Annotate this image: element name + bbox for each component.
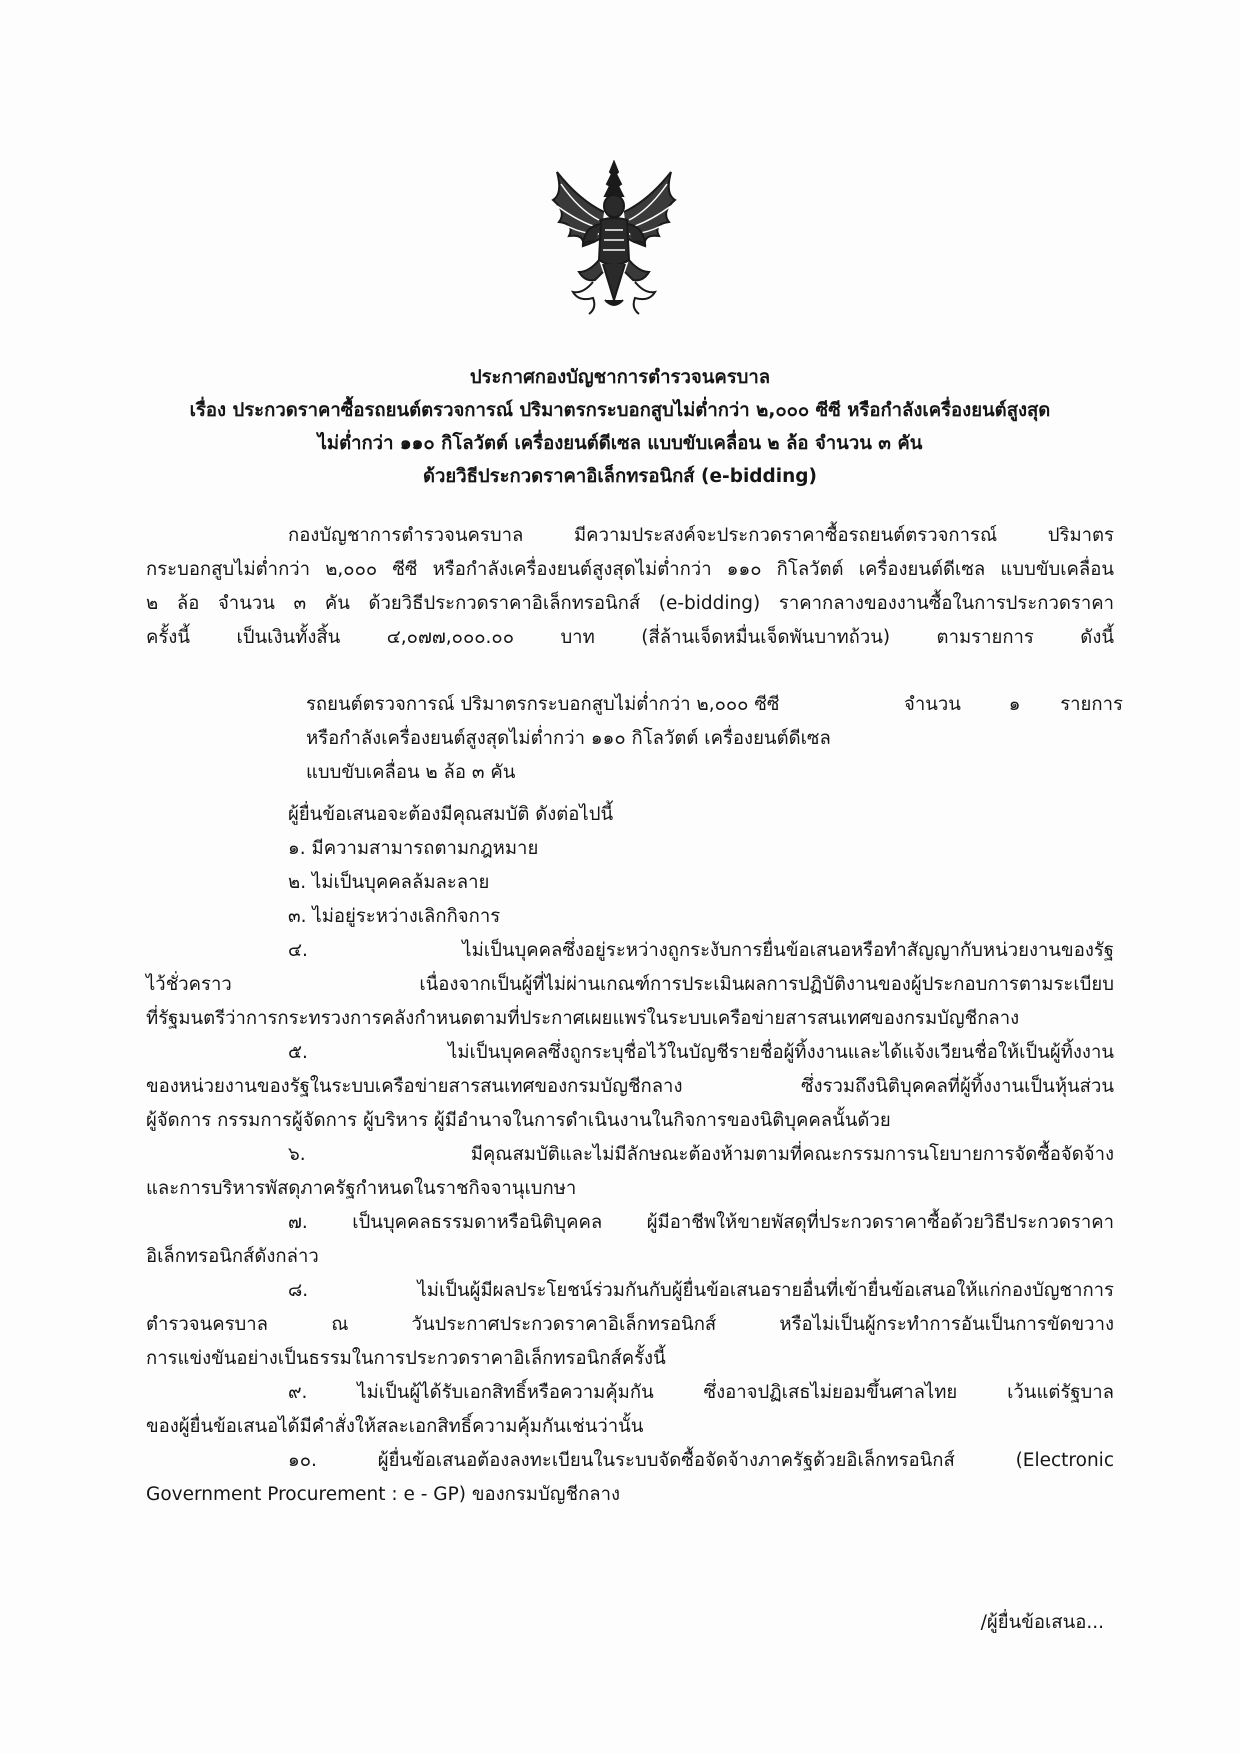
qualification-line: ผู้จัดการ กรรมการผู้จัดการ ผู้บริหาร ผู้มีอำนาจในการดำเนินงานในกิจการของนิติบุคคลนั้นด้วย [146, 1110, 891, 1131]
qualification-line: และการบริหารพัสดุภาครัฐกำหนดในราชกิจจานุเบกษา [146, 1178, 577, 1199]
qualification-item: ๑๐. ผู้ยื่นข้อเสนอต้องลงทะเบียนในระบบจัดซื้อจัดจ้างภาครัฐด้วยอิเล็กทรอนิกส์ (Electronic [288, 1450, 1114, 1471]
continuation-marker: /ผู้ยื่นข้อเสนอ... [980, 1612, 1104, 1633]
paragraph-line: กระบอกสูบไม่ต่ำกว่า ๒,๐๐๐ ซีซี หรือกำลังเครื่องยนต์สูงสุดไม่ต่ำกว่า ๑๑๐ กิโลวัตต์ เครื่องยนต์ดีเซล แบบขับเคลื่อน [146, 559, 1114, 580]
title-line: ด้วยวิธีประกวดราคาอิเล็กทรอนิกส์ (e-bidding) [423, 466, 817, 487]
intro-paragraph [146, 519, 1114, 655]
title-line: ไม่ต่ำกว่า ๑๑๐ กิโลวัตต์ เครื่องยนต์ดีเซล แบบขับเคลื่อน ๒ ล้อ จำนวน ๓ คัน [317, 433, 923, 454]
qualification-item: ๕. ไม่เป็นบุคคลซึ่งถูกระบุชื่อไว้ในบัญชีรายชื่อผู้ทิ้งงานและได้แจ้งเวียนชื่อให้เป็นผู้ทิ้งงาน [288, 1042, 1114, 1063]
qualification-item: ๙. ไม่เป็นผู้ได้รับเอกสิทธิ์หรือความคุ้มกัน ซึ่งอาจปฏิเสธไม่ยอมขึ้นศาลไทย เว้นแต่รัฐบาล [288, 1382, 1114, 1403]
qualifications-heading: ผู้ยื่นข้อเสนอจะต้องมีคุณสมบัติ ดังต่อไปนี้ [288, 804, 614, 825]
title-line: ประกาศกองบัญชาการตำรวจนครบาล [469, 367, 771, 388]
qualification-line: ของผู้ยื่นข้อเสนอได้มีคำสั่งให้สละเอกสิทธิ์ความคุ้มกันเช่นว่านั้น [146, 1416, 644, 1437]
qualification-line: ไว้ชั่วคราว เนื่องจากเป็นผู้ที่ไม่ผ่านเกณฑ์การประเมินผลการปฏิบัติงานของผู้ประกอบการตามระเบียบ [146, 974, 1114, 995]
qualification-item: ๔. ไม่เป็นบุคคลซึ่งอยู่ระหว่างถูกระงับการยื่นข้อเสนอหรือทำสัญญากับหน่วยงานของรัฐ [288, 940, 1114, 961]
quantity-unit: รายการ [1060, 694, 1123, 715]
qualification-line: ตำรวจนครบาล ณ วันประกาศประกวดราคาอิเล็กทรอนิกส์ หรือไม่เป็นผู้กระทำการอันเป็นการขัดขวาง [146, 1314, 1114, 1335]
garuda-emblem-icon [549, 160, 679, 316]
qualification-item: ๗. เป็นบุคคลธรรมดาหรือนิติบุคคล ผู้มีอาชีพให้ขายพัสดุที่ประกวดราคาซื้อด้วยวิธีประกวดราคา [288, 1212, 1114, 1233]
qualification-line: อิเล็กทรอนิกส์ดังกล่าว [146, 1246, 319, 1267]
item-line: แบบขับเคลื่อน ๒ ล้อ ๓ คัน [306, 762, 516, 783]
quantity-value: ๑ [1008, 694, 1021, 715]
item-description [306, 688, 831, 790]
qualification-item: ๒. ไม่เป็นบุคคลล้มละลาย [288, 872, 490, 893]
qualifications-section [146, 798, 1114, 1512]
qualification-item: ๘. ไม่เป็นผู้มีผลประโยชน์ร่วมกันกับผู้ยื่นข้อเสนอรายอื่นที่เข้ายื่นข้อเสนอให้แก่กองบัญชาการ [288, 1280, 1114, 1301]
paragraph-line: ครั้งนี้ เป็นเงินทั้งสิ้น ๔,๐๗๗,๐๐๐.๐๐ บาท (สี่ล้านเจ็ดหมื่นเจ็ดพันบาทถ้วน) ตามรายการ ดังนี้ [146, 627, 1114, 648]
quantity-label: จำนวน [904, 694, 961, 715]
qualification-item: ๖. มีคุณสมบัติและไม่มีลักษณะต้องห้ามตามที่คณะกรรมการนโยบายการจัดซื้อจัดจ้าง [288, 1144, 1114, 1165]
item-quantity [904, 688, 1123, 722]
paragraph-line: ๒ ล้อ จำนวน ๓ คัน ด้วยวิธีประกวดราคาอิเล็กทรอนิกส์ (e-bidding) ราคากลางของงานซื้อในการประกวดราคา [146, 593, 1114, 614]
item-line: รถยนต์ตรวจการณ์ ปริมาตรกระบอกสูบไม่ต่ำกว่า ๒,๐๐๐ ซีซี [306, 694, 780, 715]
qualification-item: ๓. ไม่อยู่ระหว่างเลิกกิจการ [288, 906, 501, 927]
qualification-line: การแข่งขันอย่างเป็นธรรมในการประกวดราคาอิเล็กทรอนิกส์ครั้งนี้ [146, 1348, 666, 1369]
paragraph-line: กองบัญชาการตำรวจนครบาล มีความประสงค์จะประกวดราคาซื้อรถยนต์ตรวจการณ์ ปริมาตร [288, 525, 1114, 546]
title-line: เรื่อง ประกวดราคาซื้อรถยนต์ตรวจการณ์ ปริมาตรกระบอกสูบไม่ต่ำกว่า ๒,๐๐๐ ซีซี หรือกำลังเครื่องยนต์สูงสุด [189, 400, 1051, 421]
item-line: หรือกำลังเครื่องยนต์สูงสุดไม่ต่ำกว่า ๑๑๐ กิโลวัตต์ เครื่องยนต์ดีเซล [306, 728, 831, 749]
announcement-title [150, 361, 1090, 493]
qualification-item: ๑. มีความสามารถตามกฎหมาย [288, 838, 539, 859]
qualification-line: ของหน่วยงานของรัฐในระบบเครือข่ายสารสนเทศของกรมบัญชีกลาง ซึ่งรวมถึงนิติบุคคลที่ผู้ทิ้งงานเป็นหุ้นส่วน [146, 1076, 1114, 1097]
qualification-line: Government Procurement : e - GP) ของกรมบัญชีกลาง [146, 1484, 621, 1505]
qualification-line: ที่รัฐมนตรีว่าการกระทรวงการคลังกำหนดตามที่ประกาศเผยแพร่ในระบบเครือข่ายสารสนเทศของกรมบัญชีกลาง [146, 1008, 1020, 1029]
